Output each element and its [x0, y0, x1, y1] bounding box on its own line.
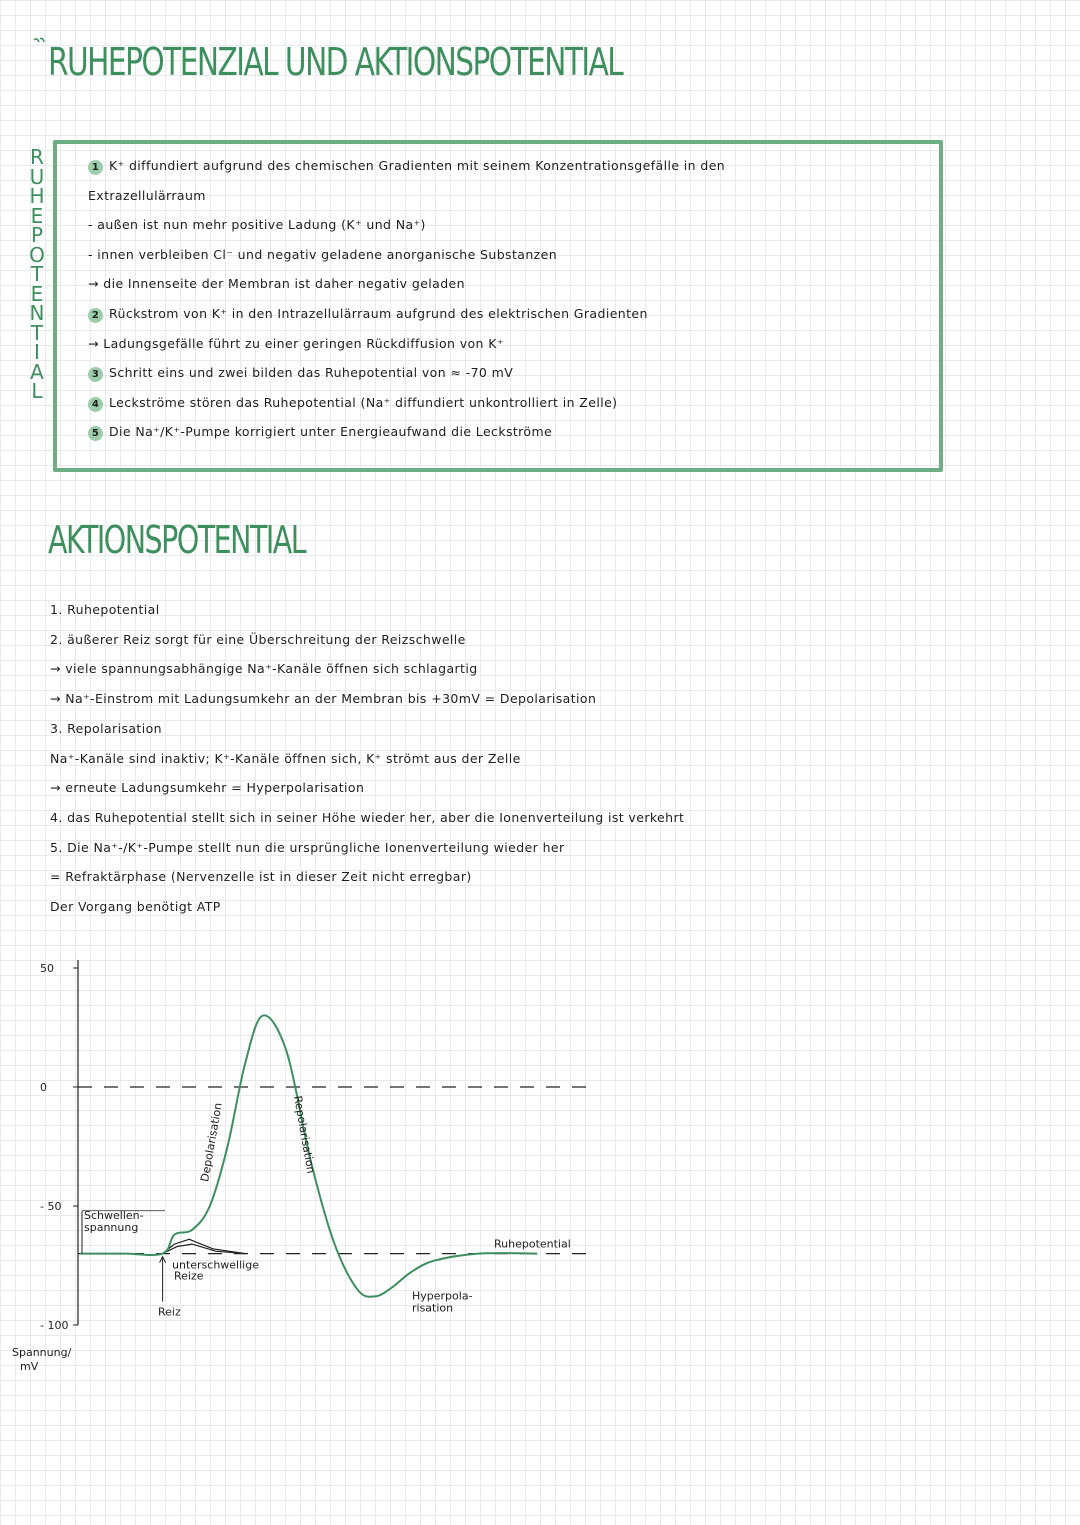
aktion-line: 1. Ruhepotential	[50, 602, 160, 617]
annotation-repolarisation: Repolarisation	[291, 1094, 318, 1175]
ruhe-line-text: Extrazellulärraum	[88, 187, 206, 203]
y-tick-label: 50	[40, 962, 54, 975]
side-label-letter: E	[30, 203, 44, 228]
aktion-line: 5. Die Na⁺-/K⁺-Pumpe stellt nun die ursprüngliche Ionenverteilung wieder her	[50, 839, 565, 855]
annotation-depolarisation: Depolarisation	[198, 1101, 225, 1183]
ruhe-line	[88, 188, 206, 203]
side-label-letter: A	[30, 359, 44, 384]
side-label-letter: T	[30, 320, 44, 345]
y-axis-label: Spannung/	[12, 1346, 72, 1359]
ruhe-line	[88, 365, 513, 382]
ruhe-line	[88, 247, 557, 262]
step-number-badge: 2	[88, 308, 103, 323]
side-label-letter: P	[30, 223, 44, 247]
ruhe-line	[88, 217, 426, 232]
annotation-reiz: Reiz	[158, 1305, 181, 1319]
ruhe-line-text: → die Innenseite der Membran ist daher negativ geladen	[88, 276, 465, 292]
ruhe-line-text: - außen ist nun mehr positive Ladung (K⁺ und Na⁺)	[88, 217, 426, 233]
ruhe-line	[88, 158, 725, 175]
ruhe-line-text: Leckströme stören das Ruhepotential (Na⁺ diffundiert unkontrolliert in Zelle)	[109, 394, 618, 410]
annotation-schwellenspannung: Schwellen-	[84, 1209, 144, 1222]
side-label	[26, 145, 48, 403]
ruhe-line	[88, 424, 552, 441]
ruhe-line-text: Schritt eins und zwei bilden das Ruhepotential von ≈ -70 mV	[109, 365, 514, 381]
action-potential-chart	[0, 950, 700, 1390]
side-label-letter: O	[29, 242, 45, 267]
step-number-badge: 5	[88, 426, 103, 441]
step-number-badge: 4	[88, 397, 103, 412]
aktionspotential-heading: AKTIONSPOTENTIAL	[48, 518, 306, 562]
aktion-line: → viele spannungsabhängige Na⁺-Kanäle öffnen sich schlagartig	[50, 661, 478, 677]
annotation-hyperpolarisation: Hyperpola-	[412, 1289, 473, 1303]
side-label-letter: U	[29, 164, 45, 189]
step-number-badge: 3	[88, 367, 103, 382]
side-label-letter: T	[30, 262, 44, 286]
annotation-hyperpolarisation-2: risation	[412, 1301, 454, 1315]
aktion-line: = Refraktärphase (Nervenzelle ist in dieser Zeit nicht erregbar)	[50, 869, 472, 885]
y-tick-label: - 50	[40, 1200, 62, 1213]
side-label-letter: N	[29, 301, 45, 325]
side-label-letter: L	[31, 379, 43, 403]
ruhe-line-text: - innen verbleiben Cl⁻ und negativ geladene anorganische Substanzen	[88, 246, 558, 262]
ruhe-line-text: Rückstrom von K⁺ in den Intrazellulärraum aufgrund des elektrischen Gradienten	[109, 306, 648, 321]
side-label-letter: R	[30, 145, 44, 169]
ruhe-line	[88, 276, 465, 291]
annotation-ruhepotential: Ruhepotential	[494, 1237, 571, 1251]
aktion-line: Na⁺-Kanäle sind inaktiv; K⁺-Kanäle öffnen sich, K⁺ strömt aus der Zelle	[50, 750, 521, 766]
y-tick-label: - 100	[40, 1319, 69, 1332]
aktion-line: Der Vorgang benötigt ATP	[50, 899, 221, 914]
side-label-letter: E	[30, 281, 44, 306]
aktion-line: → Na⁺-Einstrom mit Ladungsumkehr an der Membran bis +30mV = Depolarisation	[50, 691, 597, 707]
aktion-line: 3. Repolarisation	[50, 720, 162, 736]
ruhe-line	[88, 395, 617, 412]
y-tick-label: 0	[40, 1081, 47, 1094]
aktion-line: 2. äußerer Reiz sorgt für eine Überschreitung der Reizschwelle	[50, 631, 466, 647]
ruhe-line	[88, 306, 648, 323]
annotation-schwellenspannung-2: spannung	[84, 1221, 139, 1234]
aktion-line: → erneute Ladungsumkehr = Hyperpolarisation	[50, 780, 365, 796]
ruhe-line	[88, 336, 504, 351]
side-label-letter: I	[34, 340, 40, 364]
aktion-line: 4. das Ruhepotential stellt sich in seiner Höhe wieder her, aber die Ionenverteilung ist verkehrt	[50, 809, 685, 825]
page-title: RUHEPOTENZIAL UND AKTIONSPOTENTIAL	[48, 40, 623, 84]
y-axis-label-unit: mV	[20, 1360, 39, 1373]
annotation-unterschwellige: unterschwellige	[172, 1258, 259, 1272]
title-decoration	[30, 36, 50, 60]
subthreshold-curve	[163, 1239, 246, 1253]
side-label-letter: H	[29, 184, 45, 208]
step-number-badge: 1	[88, 160, 103, 175]
annotation-reize: Reize	[174, 1269, 204, 1283]
ruhe-line-text: Die Na⁺/K⁺-Pumpe korrigiert unter Energieaufwand die Leckströme	[109, 424, 553, 440]
ruhe-line-text: → Ladungsgefälle führt zu einer geringen Rückdiffusion von K⁺	[88, 335, 504, 351]
ruhe-line-text: K⁺ diffundiert aufgrund des chemischen Gradienten mit seinem Konzentrationsgefälle in den	[109, 158, 726, 173]
